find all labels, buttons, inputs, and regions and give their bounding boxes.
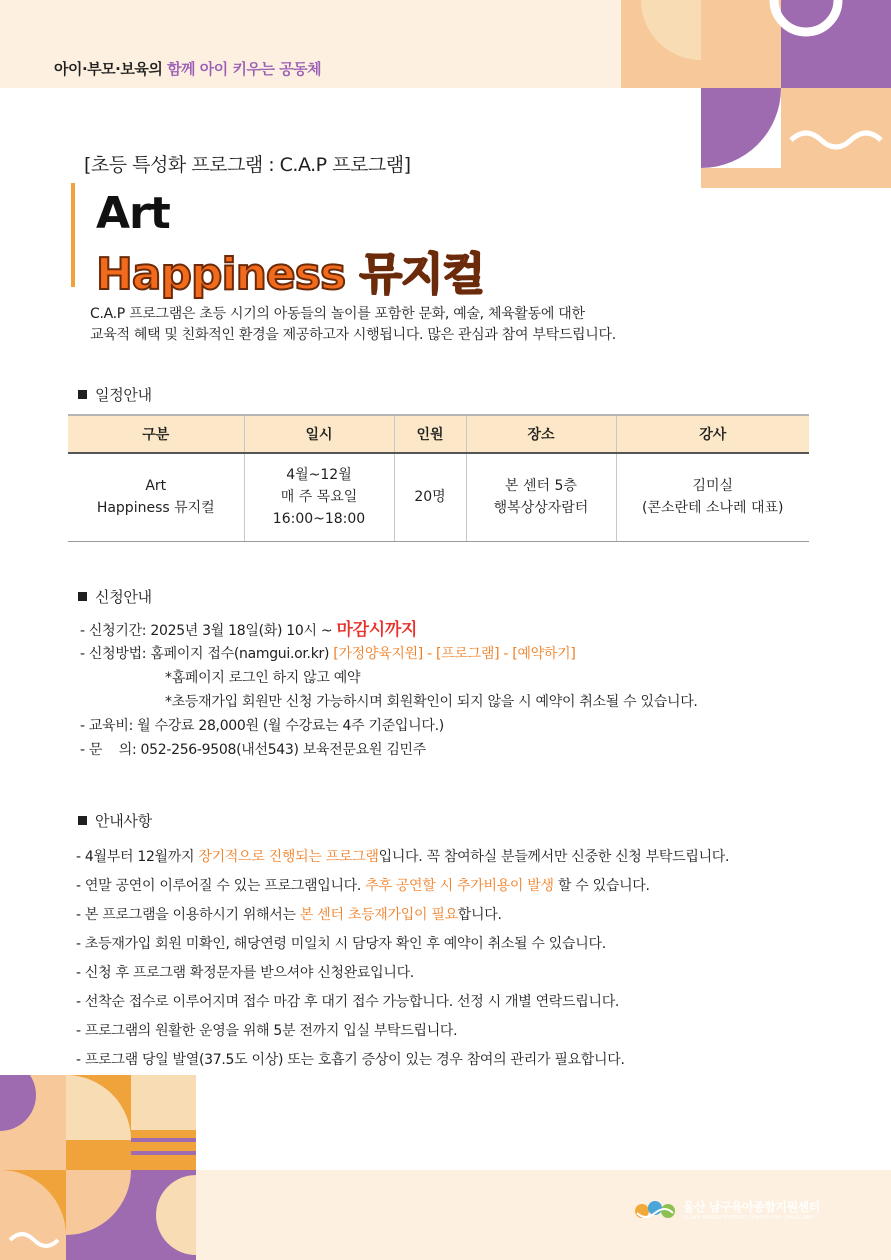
schedule-heading — [78, 384, 152, 405]
notice-item: - 프로그램의 원활한 운영을 위해 5분 전까지 입실 부탁드립니다. — [76, 1023, 458, 1039]
intro-text — [90, 304, 616, 346]
logo-text — [683, 1198, 820, 1221]
notice-3-rest: 합니다. — [457, 907, 502, 923]
category-line-1: Art — [145, 478, 167, 495]
notice-2-rest: 할 수 있습니다. — [553, 878, 650, 894]
method-value: 홈페이지 접수(namgui.or.kr) — [150, 646, 334, 662]
method-path: [가정양육지원] - [프로그램] - [예약하기] — [333, 646, 576, 662]
schedule-table — [68, 414, 809, 542]
org-sub: ULSAN NAMGU SUPPORT CENTER FOR CHILDCARE — [683, 1215, 814, 1221]
intro-line-1: C.A.P 프로그램은 초등 시기의 아동들의 놀이를 포함한 문화, 예술, 체육활동에 대한 — [90, 306, 585, 322]
period-value: 2025년 3월 18일(화) 10시 ~ — [150, 623, 337, 639]
notice-item: - 초등재가입 회원 미확인, 해당연령 미일치 시 담당자 확인 후 예약이 취소될 수 있습니다. — [76, 936, 606, 952]
method-label: - 신청방법: — [80, 646, 151, 662]
notice-1-highlight: 장기적으로 진행되는 프로그램 — [198, 849, 379, 865]
bottom-left-decoration — [0, 1075, 196, 1260]
application-note-2: *초등재가입 회원만 신청 가능하시며 회원확인이 되지 않을 시 예약이 취소될 수 있습니다. — [165, 694, 698, 710]
col-header-datetime: 일시 — [244, 415, 394, 453]
slogan-prefix: 아이·부모·보육의 — [54, 60, 163, 78]
top-right-decoration — [591, 0, 891, 188]
application-heading — [78, 586, 152, 607]
col-header-place: 장소 — [466, 415, 616, 453]
slogan — [54, 58, 321, 79]
notices-list — [76, 843, 729, 1075]
datetime-line-2: 매 주 목요일 — [280, 489, 358, 506]
place-line-1: 본 센터 5층 — [505, 478, 577, 495]
datetime-line-3: 16:00~18:00 — [272, 511, 366, 528]
cell-category — [68, 453, 244, 541]
category-line-2: Happiness 뮤지컬 — [96, 500, 215, 517]
instructor-line-2: (콘소란테 소나레 대표) — [641, 500, 784, 517]
notice-item: - 선착순 접수로 이루어지며 접수 마감 후 대기 접수 가능합니다. 선정 시 개별 연락드립니다. — [76, 994, 620, 1010]
title-accent-bar — [71, 183, 75, 287]
schedule-heading-label: 일정안내 — [95, 386, 152, 404]
application-period — [80, 618, 698, 642]
slogan-accent: 함께 아이 키우는 공동체 — [167, 60, 322, 78]
notice-item — [76, 843, 729, 872]
application-fee: - 교육비: 월 수강료 28,000원 (월 수강료는 4주 기준입니다.) — [80, 718, 444, 734]
square-bullet-icon — [78, 390, 87, 399]
notice-item: - 프로그램 당일 발열(37.5도 이상) 또는 호흡기 증상이 있는 경우 참여의 관리가 필요합니다. — [76, 1052, 625, 1068]
datetime-line-1: 4월~12월 — [286, 467, 352, 484]
cell-instructor — [616, 453, 809, 541]
application-method — [80, 642, 698, 666]
square-bullet-icon — [78, 592, 87, 601]
cell-place — [466, 453, 616, 541]
col-header-instructor: 강사 — [616, 415, 809, 453]
notice-item: - 신청 후 프로그램 확정문자를 받으셔야 신청완료입니다. — [76, 965, 414, 981]
application-contact: - 문 의: 052-256-9508(내선543) 보육전문요원 김민주 — [80, 742, 427, 758]
table-row — [68, 453, 809, 541]
period-deadline: 마감시까지 — [336, 620, 418, 640]
notice-2-text: - 연말 공연이 이루어질 수 있는 프로그램입니다. — [76, 878, 366, 894]
square-bullet-icon — [78, 816, 87, 825]
col-header-capacity: 인원 — [394, 415, 466, 453]
instructor-line-1: 김미실 — [692, 478, 734, 495]
intro-line-2: 교육적 혜택 및 친화적인 환경을 제공하고자 시행됩니다. 많은 관심과 참여 부탁드립니다. — [90, 327, 616, 343]
org-name: 울산 남구육아종합지원센터 — [683, 1200, 820, 1214]
center-logo-icon — [633, 1199, 677, 1221]
title-line-2: Happiness 뮤지컬 — [96, 249, 484, 300]
application-note-1: *홈페이지 로그인 하지 않고 예약 — [165, 670, 361, 686]
notice-item — [76, 872, 729, 901]
application-list — [80, 618, 698, 762]
period-label: - 신청기간: — [80, 623, 151, 639]
program-subtitle: [초등 특성화 프로그램 : C.A.P 프로그램] — [84, 154, 411, 176]
notice-3-highlight: 본 센터 초등재가입이 필요 — [299, 907, 458, 923]
col-header-category: 구분 — [68, 415, 244, 453]
cell-capacity: 20명 — [394, 453, 466, 541]
place-line-2: 행복상상자람터 — [493, 500, 589, 517]
notice-3-text: - 본 프로그램을 이용하시기 위해서는 — [76, 907, 300, 923]
notice-1-text: - 4월부터 12월까지 — [76, 849, 199, 865]
center-logo — [633, 1198, 820, 1221]
cell-datetime — [244, 453, 394, 541]
notices-heading-label: 안내사항 — [95, 812, 152, 830]
notices-heading — [78, 810, 152, 831]
notice-1-rest: 입니다. 꼭 참여하실 분들께서만 신중한 신청 부탁드립니다. — [378, 849, 730, 865]
table-header-row — [68, 415, 809, 453]
application-heading-label: 신청안내 — [95, 588, 152, 606]
notice-2-highlight: 추후 공연할 시 추가비용이 발생 — [365, 878, 554, 894]
notice-item — [76, 901, 729, 930]
title-line-1: Art — [96, 188, 170, 239]
